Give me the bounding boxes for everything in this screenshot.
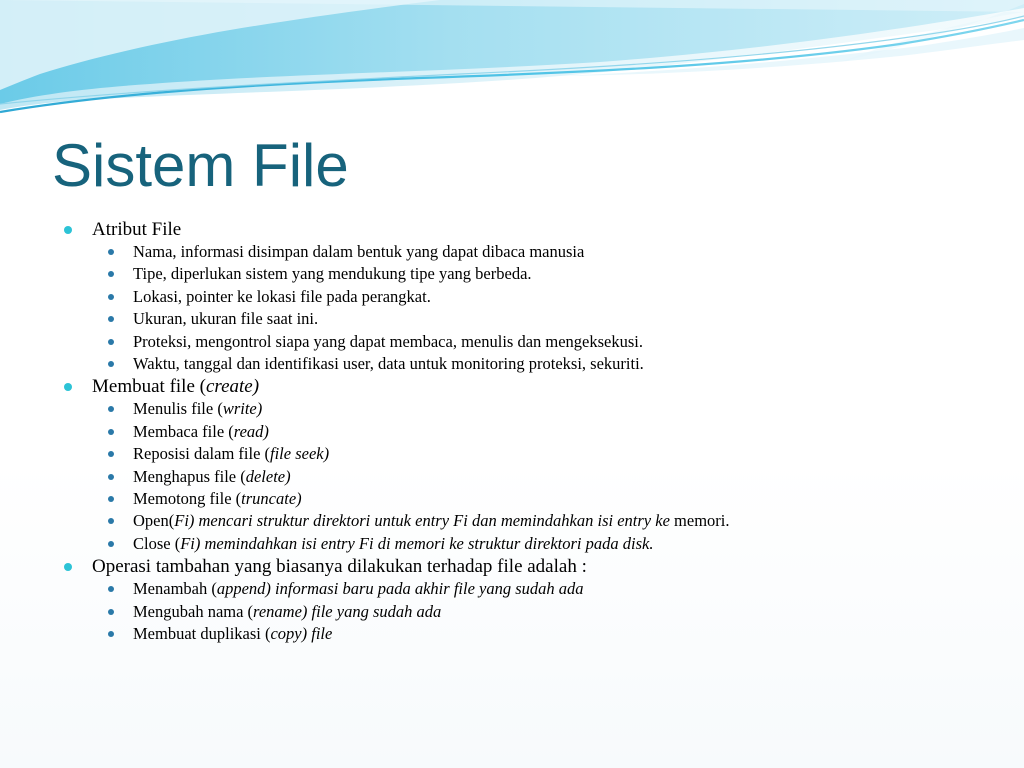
wave-header-decoration [0,0,1024,130]
sub-bullet-list [62,398,982,555]
bullet-level1 [62,375,982,398]
section-operasi-tambahan [62,555,982,645]
section-membuat-file [62,375,982,555]
section-atribut-file [62,218,982,375]
sub-bullet-item: Reposisi dalam file (file seek) [103,443,982,465]
sub-bullet-item: Mengubah nama (rename) file yang sudah ada [103,601,982,623]
sub-bullet-item: Proteksi, mengontrol siapa yang dapat membaca, menulis dan mengeksekusi. [103,331,982,353]
sub-bullet-item: Open(Fi) mencari struktur direktori untuk entry Fi dan memindahkan isi entry ke memori. [103,510,982,532]
sub-bullet-item: Tipe, diperlukan sistem yang mendukung tipe yang berbeda. [103,263,982,285]
sub-bullet-list [62,241,982,375]
sub-bullet-item: Membaca file (read) [103,421,982,443]
slide-body [62,218,982,646]
sub-bullet-item: Memotong file (truncate) [103,488,982,510]
bullet-label: Atribut File [92,219,182,240]
sub-bullet-item: Close (Fi) memindahkan isi entry Fi di memori ke struktur direktori pada disk. [103,533,982,555]
sub-bullet-item: Menulis file (write) [103,398,982,420]
sub-bullet-item: Lokasi, pointer ke lokasi file pada perangkat. [103,286,982,308]
bullet-label: Operasi tambahan yang biasanya dilakukan terhadap file adalah : [92,556,587,578]
sub-bullet-item: Ukuran, ukuran file saat ini. [103,308,982,330]
bullet-level1 [62,555,982,578]
sub-bullet-item: Membuat duplikasi (copy) file [103,623,982,645]
bullet-label: Membuat file ( [92,376,206,398]
sub-bullet-item: Nama, informasi disimpan dalam bentuk yang dapat dibaca manusia [103,241,982,263]
slide-title: Sistem File [52,132,349,199]
sub-bullet-list [62,578,982,645]
sub-bullet-item: Menghapus file (delete) [103,466,982,488]
bullet-level1 [62,218,982,241]
bullet-label-italic: create) [205,376,260,398]
sub-bullet-item: Menambah (append) informasi baru pada akhir file yang sudah ada [103,578,982,600]
sub-bullet-item: Waktu, tanggal dan identifikasi user, data untuk monitoring proteksi, sekuriti. [103,353,982,375]
